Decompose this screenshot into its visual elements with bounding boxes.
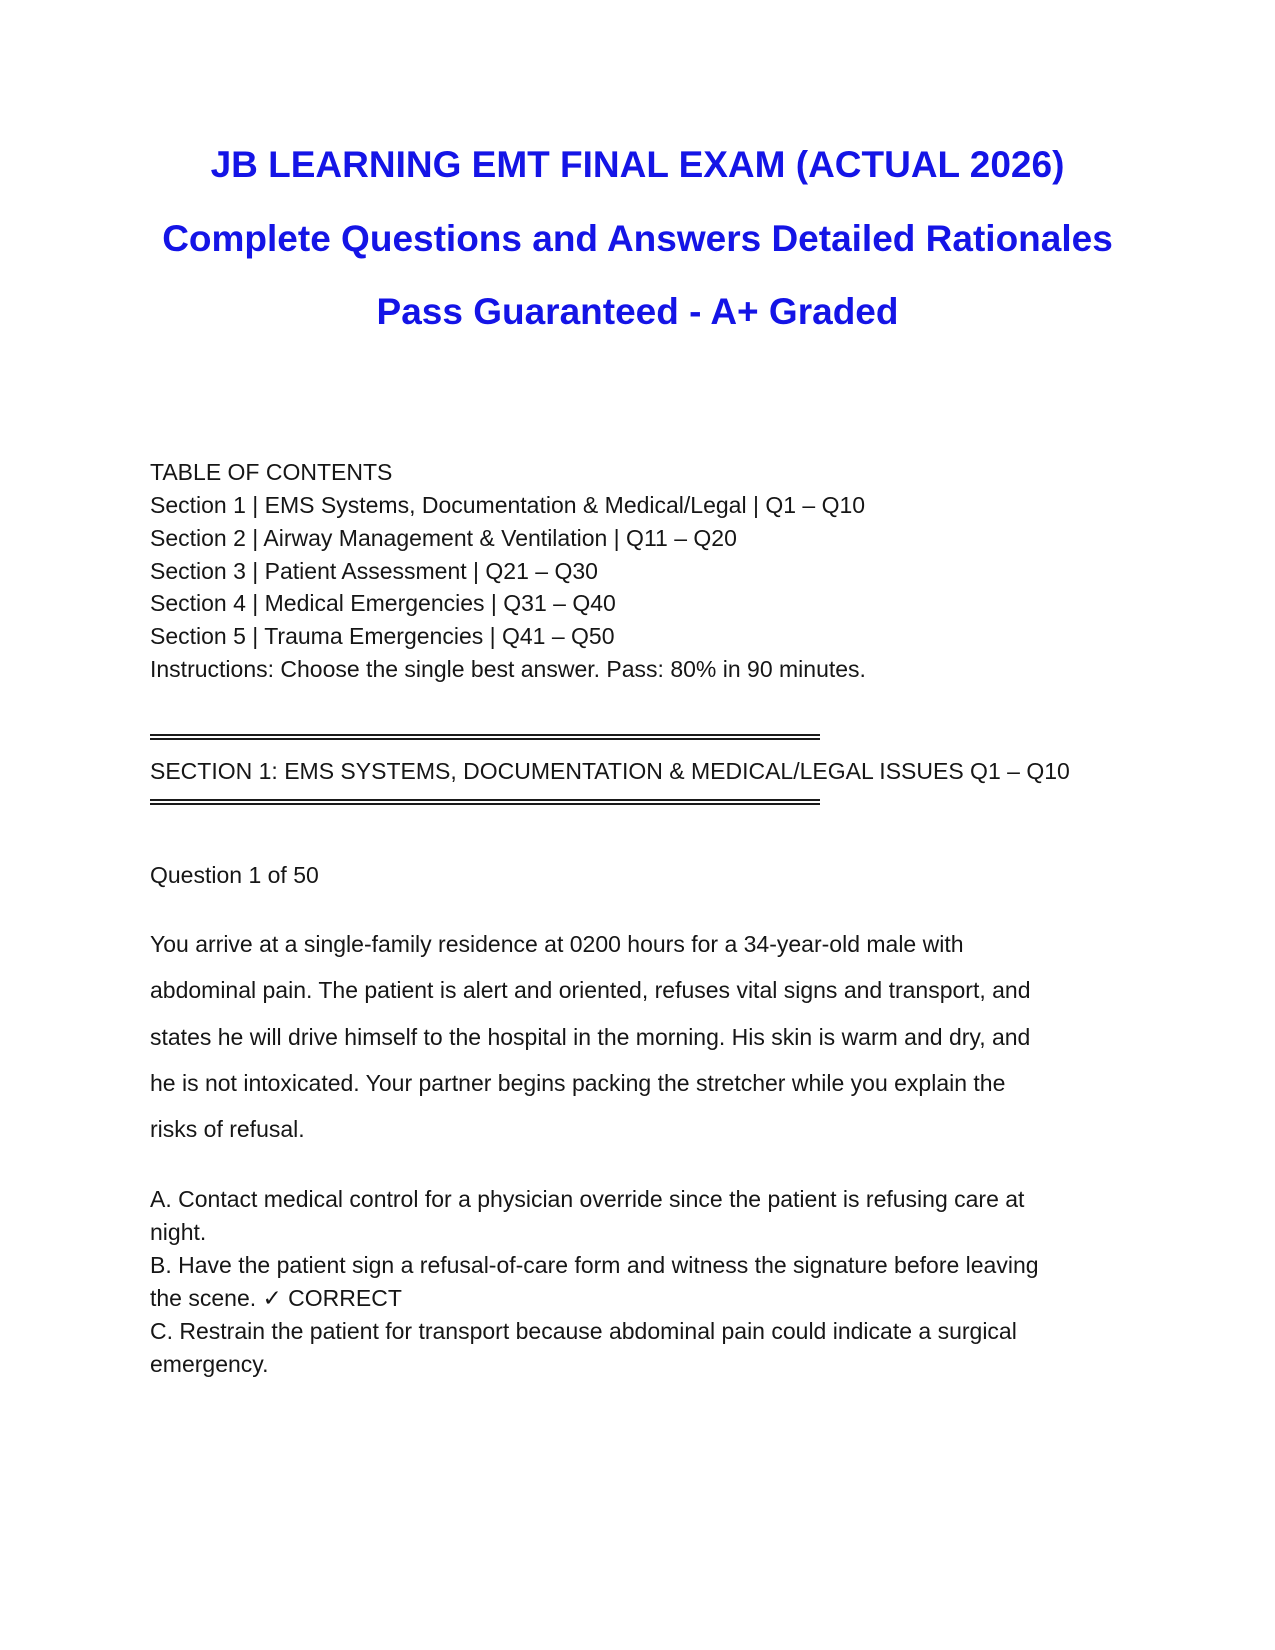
toc-item-section-1: Section 1 | EMS Systems, Documentation & Medical/Legal | Q1 – Q10 xyxy=(150,492,866,518)
question-stem-line: You arrive at a single-family residence at 0200 hours for a 34-year-old male with xyxy=(150,931,964,957)
toc-item-section-2: Section 2 | Airway Management & Ventilation | Q11 – Q20 xyxy=(150,525,737,551)
question-stem-line: risks of refusal. xyxy=(150,1116,305,1142)
section-heading: SECTION 1: EMS SYSTEMS, DOCUMENTATION & MEDICAL/LEGAL ISSUES Q1 – Q10 xyxy=(150,758,1070,784)
document-tagline: Pass Guaranteed - A+ Graded xyxy=(376,291,899,332)
toc-heading: TABLE OF CONTENTS xyxy=(150,459,393,485)
exam-instructions: Instructions: Choose the single best answer. Pass: 80% in 90 minutes. xyxy=(150,656,866,682)
answer-option-a: A. Contact medical control for a physician override since the patient is refusing care at xyxy=(150,1186,1025,1212)
answer-option-b: B. Have the patient sign a refusal-of-care form and witness the signature before leaving xyxy=(150,1252,1039,1278)
question-counter: Question 1 of 50 xyxy=(150,862,319,888)
question-stem-line: he is not intoxicated. Your partner begins packing the stretcher while you explain the xyxy=(150,1070,1006,1096)
section-divider-bottom xyxy=(150,799,820,805)
answer-option-c-continued: emergency. xyxy=(150,1351,269,1377)
document-subtitle: Complete Questions and Answers Detailed Rationales xyxy=(162,218,1113,259)
section-divider-top xyxy=(150,734,820,740)
document-title: JB LEARNING EMT FINAL EXAM (ACTUAL 2026) xyxy=(210,144,1065,185)
answer-option-b-continued: the scene. ✓ CORRECT xyxy=(150,1285,402,1311)
toc-item-section-5: Section 5 | Trauma Emergencies | Q41 – Q50 xyxy=(150,623,615,649)
answer-option-c: C. Restrain the patient for transport because abdominal pain could indicate a surgical xyxy=(150,1318,1017,1344)
toc-item-section-4: Section 4 | Medical Emergencies | Q31 – Q40 xyxy=(150,590,616,616)
question-stem-line: states he will drive himself to the hospital in the morning. His skin is warm and dry, and xyxy=(150,1024,1031,1050)
question-stem-line: abdominal pain. The patient is alert and oriented, refuses vital signs and transport, and xyxy=(150,977,1031,1003)
answer-option-a-continued: night. xyxy=(150,1219,207,1245)
toc-item-section-3: Section 3 | Patient Assessment | Q21 – Q30 xyxy=(150,558,598,584)
